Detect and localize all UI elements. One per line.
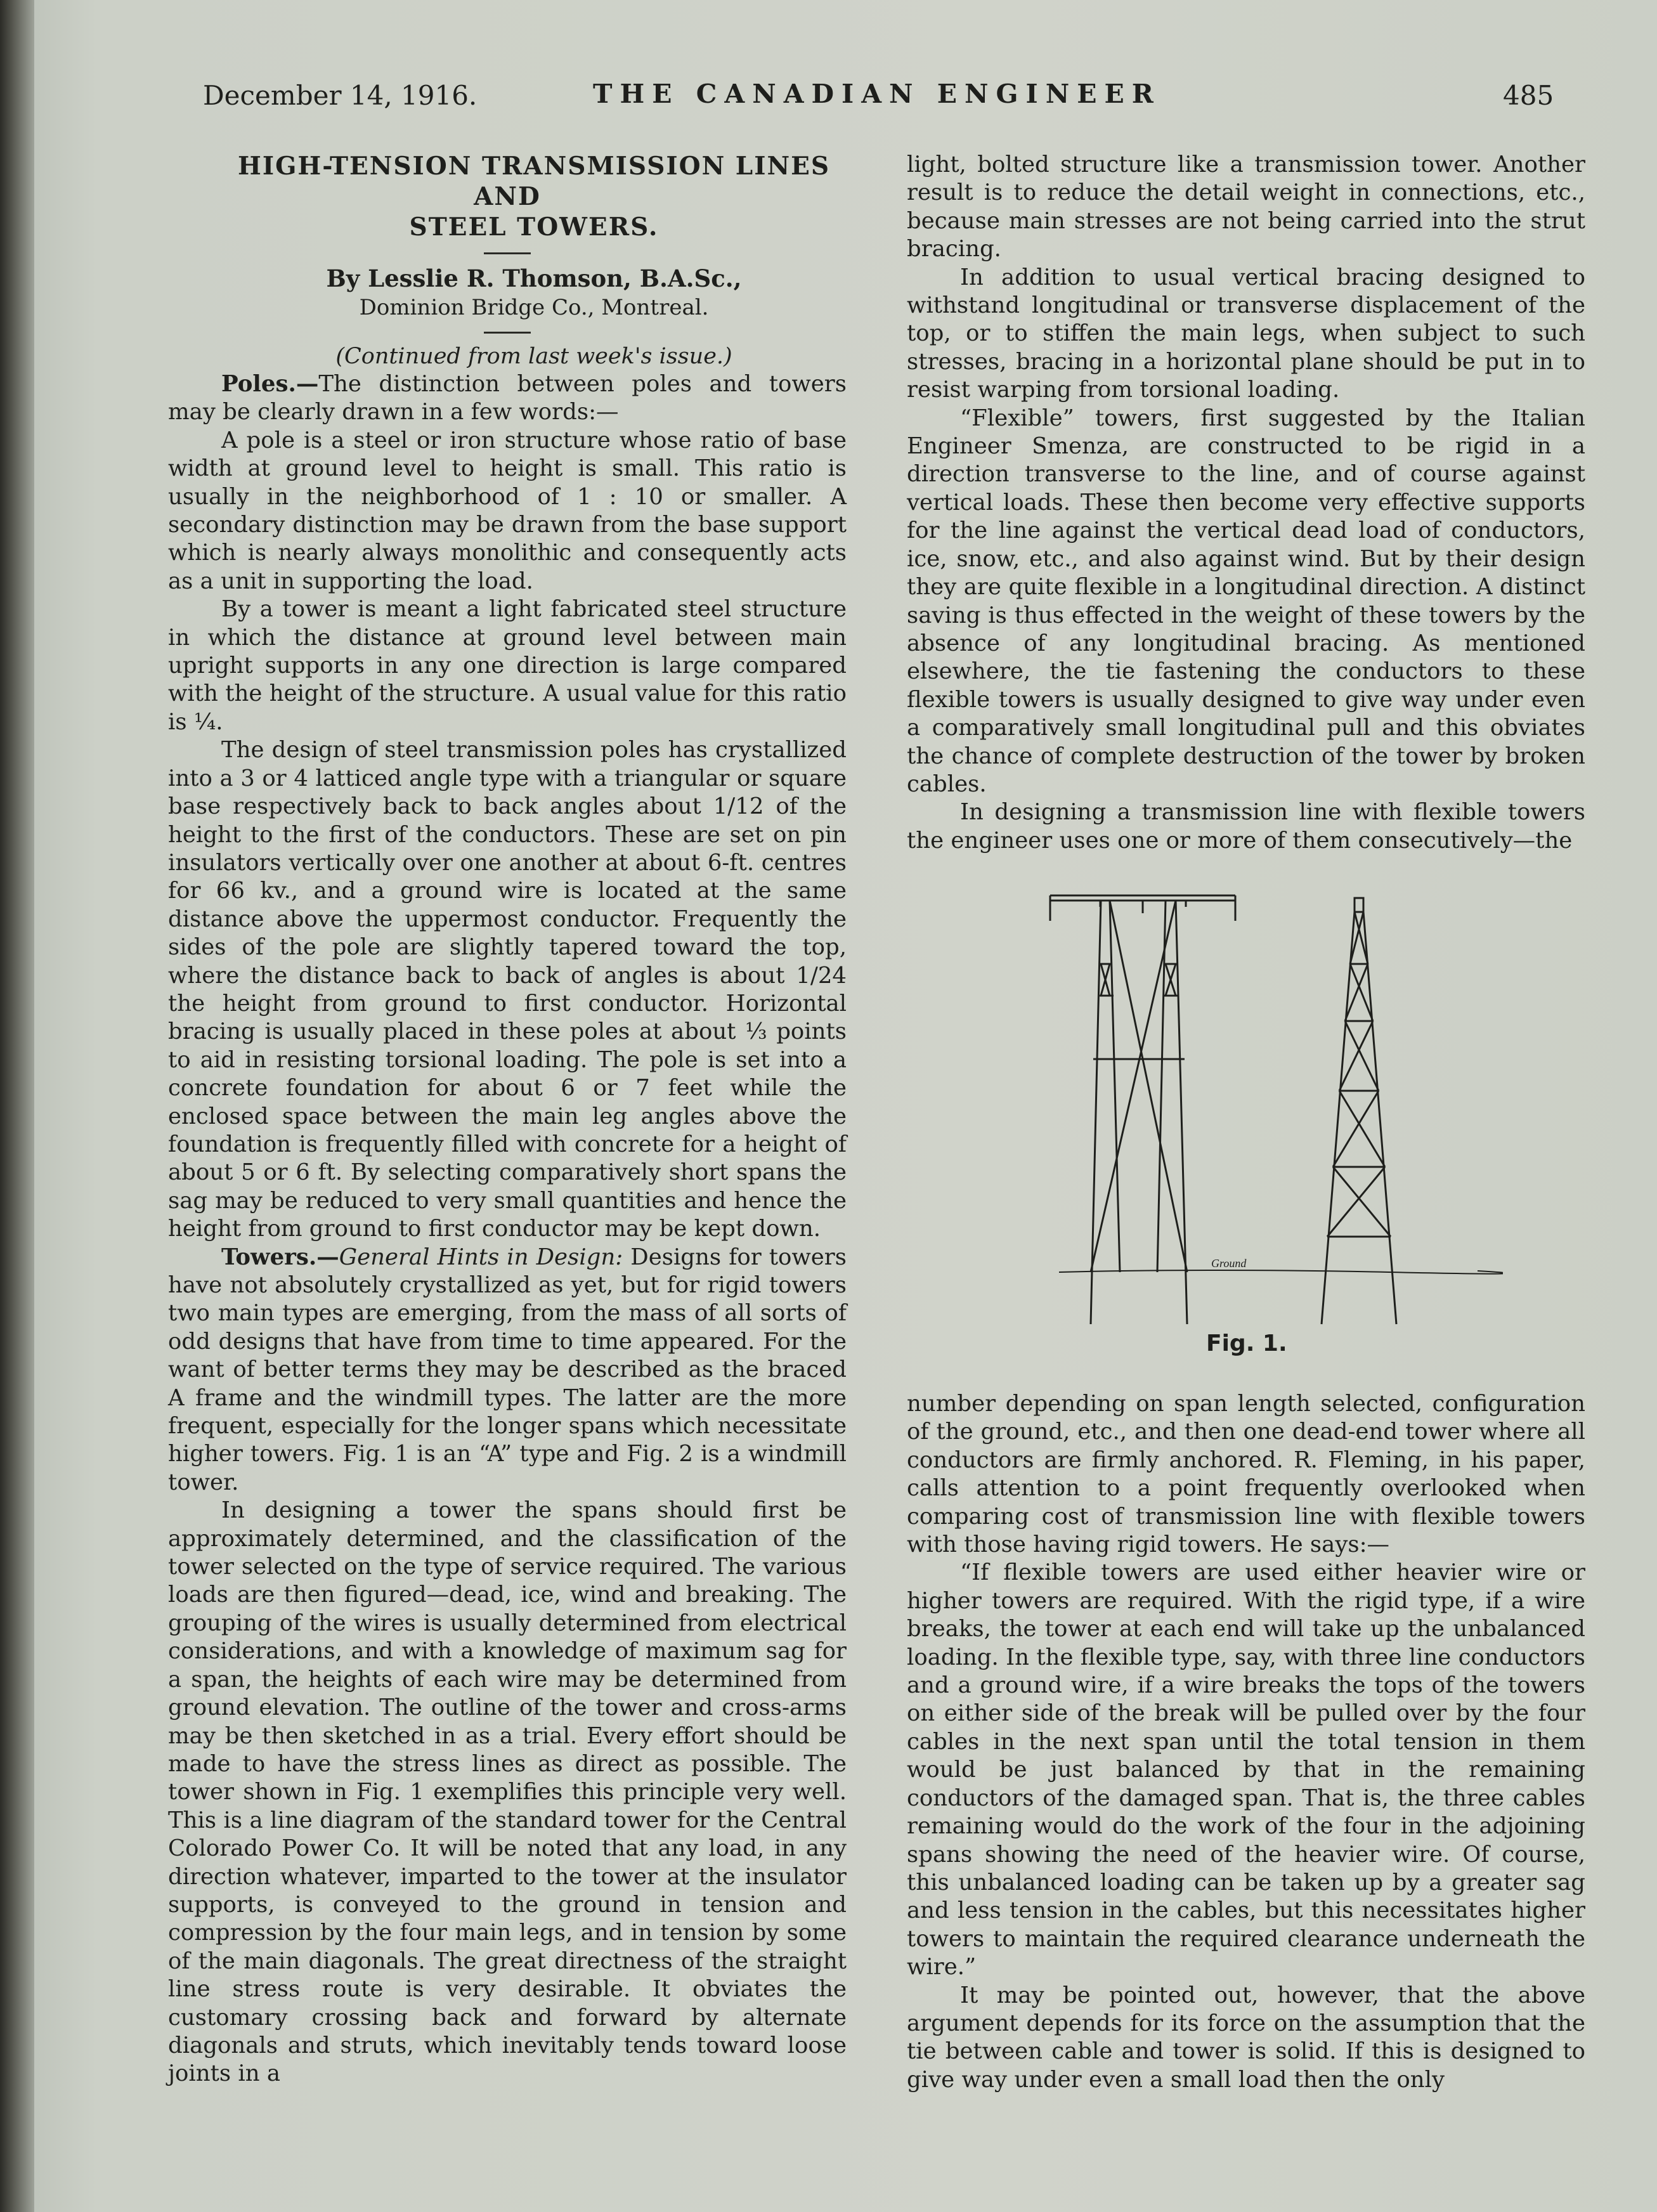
paragraph — [907, 798, 1585, 855]
journal-title: THE CANADIAN ENGINEER — [593, 79, 1161, 109]
paragraph — [907, 405, 1585, 799]
paragraph — [168, 1244, 847, 1497]
paragraph-text: In addition to usual vertical bracing designed to withstand longitudinal or transverse displacement of the top, or to stiffen the main legs, when subject to such stresses, bracing in a horizontal plane should be put in to resist warping from torsional loading. — [907, 264, 1585, 403]
page-number: 485 — [1503, 80, 1554, 111]
tower-line-diagram — [1021, 888, 1503, 1332]
article-title-line1: HIGH-TENSION TRANSMISSION LINES AND — [237, 152, 830, 211]
byline-rule — [484, 332, 531, 334]
left-body — [168, 370, 847, 2088]
paragraph-text: “Flexible” towers, first suggested by the Italian Engineer Smenza, are constructed to be rigid in a direction transverse to the line, and of course against vertical loads. These then become very effective supports for the line against the vertical dead load of conductors, ice, snow, etc., and also against wind. But by their design they are quite flexible in a longitudinal direction. A distinct saving is thus effected in the weight of these towers by the absence of any longitudinal bracing. As mentioned elsewhere, the tie fastening the conductors to these flexible towers is usually designed to give way under even a comparatively small longitudinal pull and this obviates the chance of complete destruction of the tower by broken cables. — [907, 405, 1585, 797]
author-affiliation: Dominion Bridge Co., Montreal. — [359, 295, 709, 320]
paragraph — [168, 427, 847, 595]
paragraph-text: It may be pointed out, however, that the above argument depends for its force on the assumption that the tie between cable and tower is solid. If this is designed to give way under even a small load then the only — [907, 1982, 1585, 2093]
paragraph-text: By a tower is meant a light fabricated steel structure in which the distance at ground level between main upright supports in any one direction is large compared with the height of the structure. A usual value for this ratio is ¼. — [168, 596, 847, 735]
paragraph — [168, 736, 847, 1243]
paragraph — [168, 1497, 847, 2088]
paragraph — [907, 151, 1585, 264]
paragraph-text: The distinction between poles and towers may be clearly drawn in a few words:— — [168, 371, 847, 426]
ground-wire-cap — [1355, 898, 1363, 912]
paragraph — [168, 595, 847, 736]
issue-date: December 14, 1916. — [203, 80, 478, 111]
continued-note: (Continued from last week's issue.) — [335, 344, 732, 369]
ground-label: Ground — [1211, 1257, 1247, 1270]
title-rule — [484, 252, 531, 254]
paragraph — [907, 1390, 1585, 1559]
a-frame-leg — [1091, 901, 1101, 1324]
right-body-top — [907, 151, 1585, 855]
author-byline: By Lesslie R. Thomson, B.A.Sc., — [326, 264, 742, 292]
italic-subheading: General Hints in Design: — [339, 1244, 623, 1270]
run-in-heading: Poles.— — [221, 371, 319, 397]
paragraph-text: Designs for towers have not absolutely crystallized as yet, but for rigid towers two main types are emerging, from the mass of all sorts of odd designs that have from time to time appeared. For the want of better terms they may be described as the braced A frame and the windmill types. The latter are the more frequent, especially for the longer spans which necessitate higher towers. Fig. 1 is an “A” type and Fig. 2 is a windmill tower. — [168, 1244, 847, 1495]
paragraph-text: In designing a tower the spans should first be approximately determined, and the classification of the tower selected on the type of service required. The various loads are then figured—dead, ice, wind and breaking. The grouping of the wires is usually determined from electrical considerations, and with a knowledge of maximum sag for a span, the heights of each wire may be determined from ground elevation. The outline of the tower and cross-arms may be then sketched in as a trial. Every effort should be made to have the stress lines as direct as possible. The tower shown in Fig. 1 exemplifies this principle very well. This is a line diagram of the standard tower for the Central Colorado Power Co. It will be noted that any load, in any direction whatever, imparted to the tower at the insulator supports, is conveyed to the ground in tension and compression by the four main legs, and in tension by some of the main diagonals. The great directness of the straight line stress route is very desirable. It obviates the customary crossing back and forward by alternate diagonals and struts, which inevitably tends toward loose joints in a — [168, 1497, 847, 2087]
ground-line — [1059, 1270, 1503, 1274]
figure-1-towers — [1021, 888, 1503, 1363]
windmill-leg — [1322, 912, 1355, 1324]
paragraph-text: number depending on span length selected, configuration of the ground, etc., and then one dead-end tower where all conductors are firmly anchored. R. Fleming, in his paper, calls attention to a point frequently overlooked when comparing cost of transmission line with flexible towers with those having rigid towers. He says:— — [907, 1391, 1585, 1558]
paragraph-text: A pole is a steel or iron structure whose ratio of base width at ground level to height is small. This ratio is usually in the neighborhood of 1 : 10 or smaller. A secondary distinction may be drawn from the base support which is nearly always monolithic and consequently acts as a unit in supporting the load. — [168, 427, 847, 594]
right-column-bottom — [907, 1390, 1585, 2094]
run-in-heading: Towers.— — [221, 1244, 339, 1270]
paragraph — [907, 264, 1585, 405]
binding-gutter — [0, 0, 34, 2212]
paragraph-text: The design of steel transmission poles has crystallized into a 3 or 4 latticed angle type with a triangular or square base respectively back to back angles about 1/12 of the height to the first of the conductors. These are set on pin insulators vertically over one another at about 6-ft. centres for 66 kv., and a ground wire is located at the same distance above the uppermost conductor. Frequently the sides of the pole are slightly tapered toward the top, where the distance back to back of angles is about 1/24 the height from ground to first conductor. Horizontal bracing is usually placed in these poles at about ⅓ points to aid in resisting torsional loading. The pole is set into a concrete foundation for about 6 or 7 feet while the enclosed space between the main leg angles above the foundation is frequently filled with concrete for a height of about 5 or 6 ft. By selecting comparatively short spans the sag may be reduced to very small quantities and hence the height from ground to first conductor may be kept down. — [168, 737, 847, 1242]
article-title-line2: STEEL TOWERS. — [409, 212, 659, 242]
figure-caption: Fig. 1. — [1206, 1330, 1287, 1356]
paragraph — [907, 1559, 1585, 1981]
paragraph-text: “If flexible towers are used either heavier wire or higher towers are required. With the rigid type, if a wire breaks, the tower at each end will take up the unbalanced loading. In the flexible type, say, with three line conductors and a ground wire, if a wire breaks the tops of the towers on either side of the break will be pulled over by the four cables in the next span until the total tension in them would be just balanced by that in the remaining conductors of the damaged span. That is, the three cables remaining would do the work of the four in the adjoining spans showing the need of the heavier wire. Of course, this unbalanced loading can be taken up by a greater sag and less tension in the cables, but this necessitates higher towers to maintain the required clearance underneath the wire.” — [907, 1559, 1585, 1981]
paragraph-text: light, bolted structure like a transmission tower. Another result is to reduce the detail weight in connections, etc., because main stresses are not being carried into the strut bracing. — [907, 152, 1585, 263]
right-body-bottom — [907, 1390, 1585, 2094]
paragraph — [907, 1982, 1585, 2095]
right-column-top — [907, 151, 1585, 855]
paragraph-text: In designing a transmission line with flexible towers the engineer uses one or more of them consecutively—the — [907, 799, 1585, 854]
left-column — [168, 151, 847, 2088]
running-head — [0, 75, 1657, 119]
paragraph — [168, 370, 847, 427]
